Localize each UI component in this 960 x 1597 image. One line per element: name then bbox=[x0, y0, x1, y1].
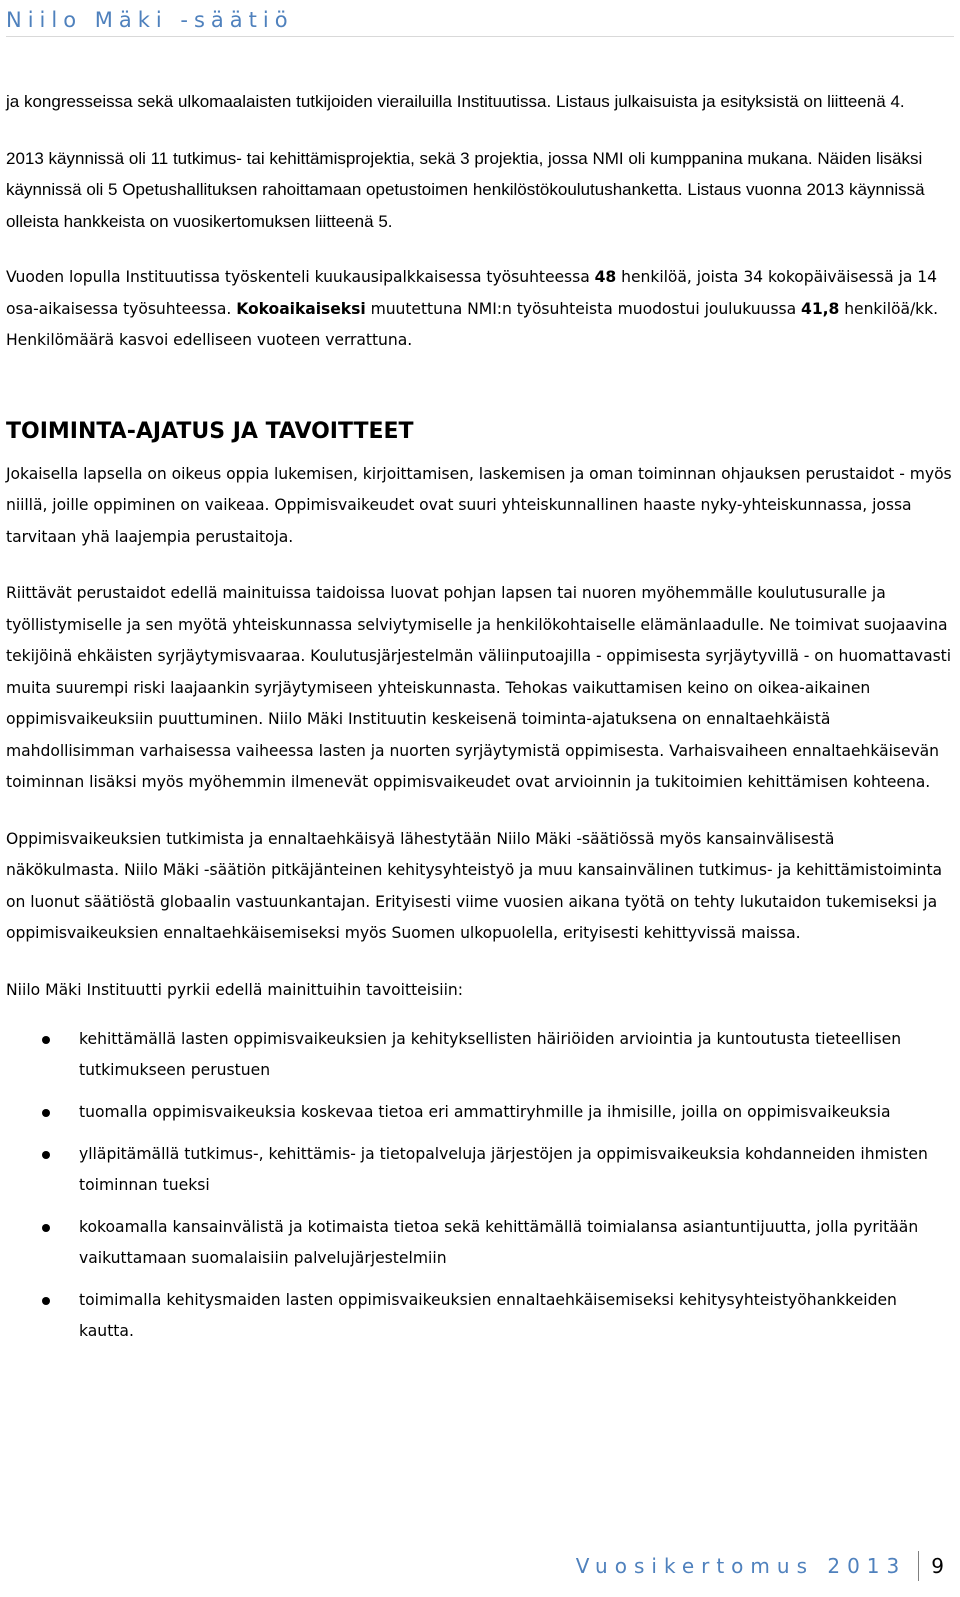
header-title: Niilo Mäki -säätiö bbox=[6, 8, 294, 32]
goals-list bbox=[6, 1024, 952, 1347]
page-content bbox=[6, 86, 952, 1358]
list-item: kehittämällä lasten oppimisvaikeuksien ja kehityksellisten häiriöiden arviointia ja kuntoutusta tieteellisen tutkimukseen perustuen bbox=[6, 1024, 952, 1086]
paragraph-projects: 2013 käynnissä oli 11 tutkimus- tai kehittämisprojektia, sekä 3 projektia, jossa NMI oli kumppanina mukana. Näiden lisäksi käynnissä oli 5 Opetushallituksen rahoittamaan opetustoimen henkilöstökoulutushanketta. Listaus vuonna 2013 käynnissä olleista hankkeista on vuosikertomuksen liitteenä 5. bbox=[6, 148, 925, 231]
full-time-label: Kokoaikaiseksi bbox=[236, 299, 366, 318]
list-item: tuomalla oppimisvaikeuksia koskevaa tietoa eri ammattiryhmille ja ihmisille, joilla on oppimisvaikeuksia bbox=[6, 1097, 952, 1128]
page-header bbox=[6, 6, 954, 37]
paragraph-publications: ja kongresseissa sekä ulkomaalaisten tutkijoiden vierailuilla Instituutissa. Listaus julkaisuista ja esityksistä on liitteenä 4. bbox=[6, 92, 905, 111]
paragraph-staff: Vuoden lopulla Instituutissa työskenteli kuukausipalkkaisessa työsuhteessa 48 henkilöä, joista 34 kokopäiväisessä ja 14 osa-aikaisessa työsuhteessa. Kokoaikaiseksi muutettuna NMI:n työsuhteista muodostui joulukuussa 41,8 henkilöä/kk. Henkilömäärä kasvoi edelliseen vuoteen verrattuna. bbox=[6, 268, 939, 349]
list-item: kokoamalla kansainvälistä ja kotimaista tietoa sekä kehittämällä toimialansa asiantuntijuutta, jolla pyritään vaikuttamaan suomalaisiin palvelujärjestelmiin bbox=[6, 1212, 952, 1274]
footer-title: Vuosikertomus 2013 bbox=[575, 1554, 907, 1578]
bullet-icon bbox=[42, 1036, 50, 1044]
staff-count: 48 bbox=[594, 268, 617, 286]
bullet-icon bbox=[42, 1109, 50, 1117]
paragraph-international: Oppimisvaikeuksien tutkimista ja ennaltaehkäisyä lähestytään Niilo Mäki -säätiössä myös kansainvälisestä näkökulmasta. Niilo Mäki -säätiön pitkäjänteinen kehitysyhteistyö ja muu kansainvälinen tutkimus- ja kehittämistoiminta on luonut säätiöstä globaalin vastuunkantajan. Erityisesti viime vuosien aikana työtä on tehty lukutaidon tukemiseksi ja oppimisvaikeuksien ennaltaehkäisemiseksi myös Suomen ulkopuolella, erityisesti kehittyvissä maissa. bbox=[6, 829, 943, 942]
paragraph-right-to-learn: Jokaisella lapsella on oikeus oppia lukemisen, kirjoittamisen, laskemisen ja oman toiminnan ohjauksen perustaidot - myös niillä, joille oppiminen on vaikeaa. Oppimisvaikeudet ovat suuri yhteiskunnallinen haaste nyky-yhteiskunnassa, jossa tarvitaan yhä laajempia perustaitoja. bbox=[6, 464, 952, 546]
paragraph-basic-skills: Riittävät perustaidot edellä mainituissa taidoissa luovat pohjan lapsen tai nuoren myöhemmälle koulutusuralle ja työllistymiselle ja sen myötä yhteiskunnassa selviytymiselle ja henkilökohtaiselle elämänlaadulle. Ne toimivat suojaavina tekijöinä ehkäisten syrjäytymisvaaraa. Koulutusjärjestelmän väliinputoajilla - oppimisesta syrjäytyvillä - on huomattavasti muita suurempi riski laajaankin syrjäytymiseen yhteiskunnasta. Tehokas vaikuttamisen keino on oikea-aikainen oppimisvaikeuksiin puuttuminen. Niilo Mäki Instituutin keskeisenä toiminta-ajatuksena on ennaltaehkäistä mahdollisimman varhaisessa vaiheessa lasten ja nuorten syrjäytymistä oppimisesta. Varhaisvaiheen ennaltaehkäisevän toiminnan lisäksi myös myöhemmin ilmenevät oppimisvaikeudet ovat arvioinnin ja tukitoimien kehittämisen kohteena. bbox=[6, 584, 952, 791]
bullet-icon bbox=[42, 1151, 50, 1159]
list-item: toimimalla kehitysmaiden lasten oppimisvaikeuksien ennaltaehkäisemiseksi kehitysyhteistyöhankkeiden kautta. bbox=[6, 1285, 952, 1347]
goals-intro: Niilo Mäki Instituutti pyrkii edellä mainittuihin tavoitteisiin: bbox=[6, 980, 464, 999]
section-heading: TOIMINTA-AJATUS JA TAVOITTEET bbox=[6, 418, 414, 444]
full-time-equivalent: 41,8 bbox=[801, 299, 840, 318]
bullet-icon bbox=[42, 1224, 50, 1232]
bullet-icon bbox=[42, 1297, 50, 1305]
list-item: ylläpitämällä tutkimus-, kehittämis- ja tietopalveluja järjestöjen ja oppimisvaikeuksia kohdanneiden ihmisten toiminnan tueksi bbox=[6, 1139, 952, 1201]
page-footer bbox=[576, 1548, 944, 1584]
footer-divider bbox=[918, 1551, 919, 1581]
page-number: 9 bbox=[931, 1554, 944, 1578]
